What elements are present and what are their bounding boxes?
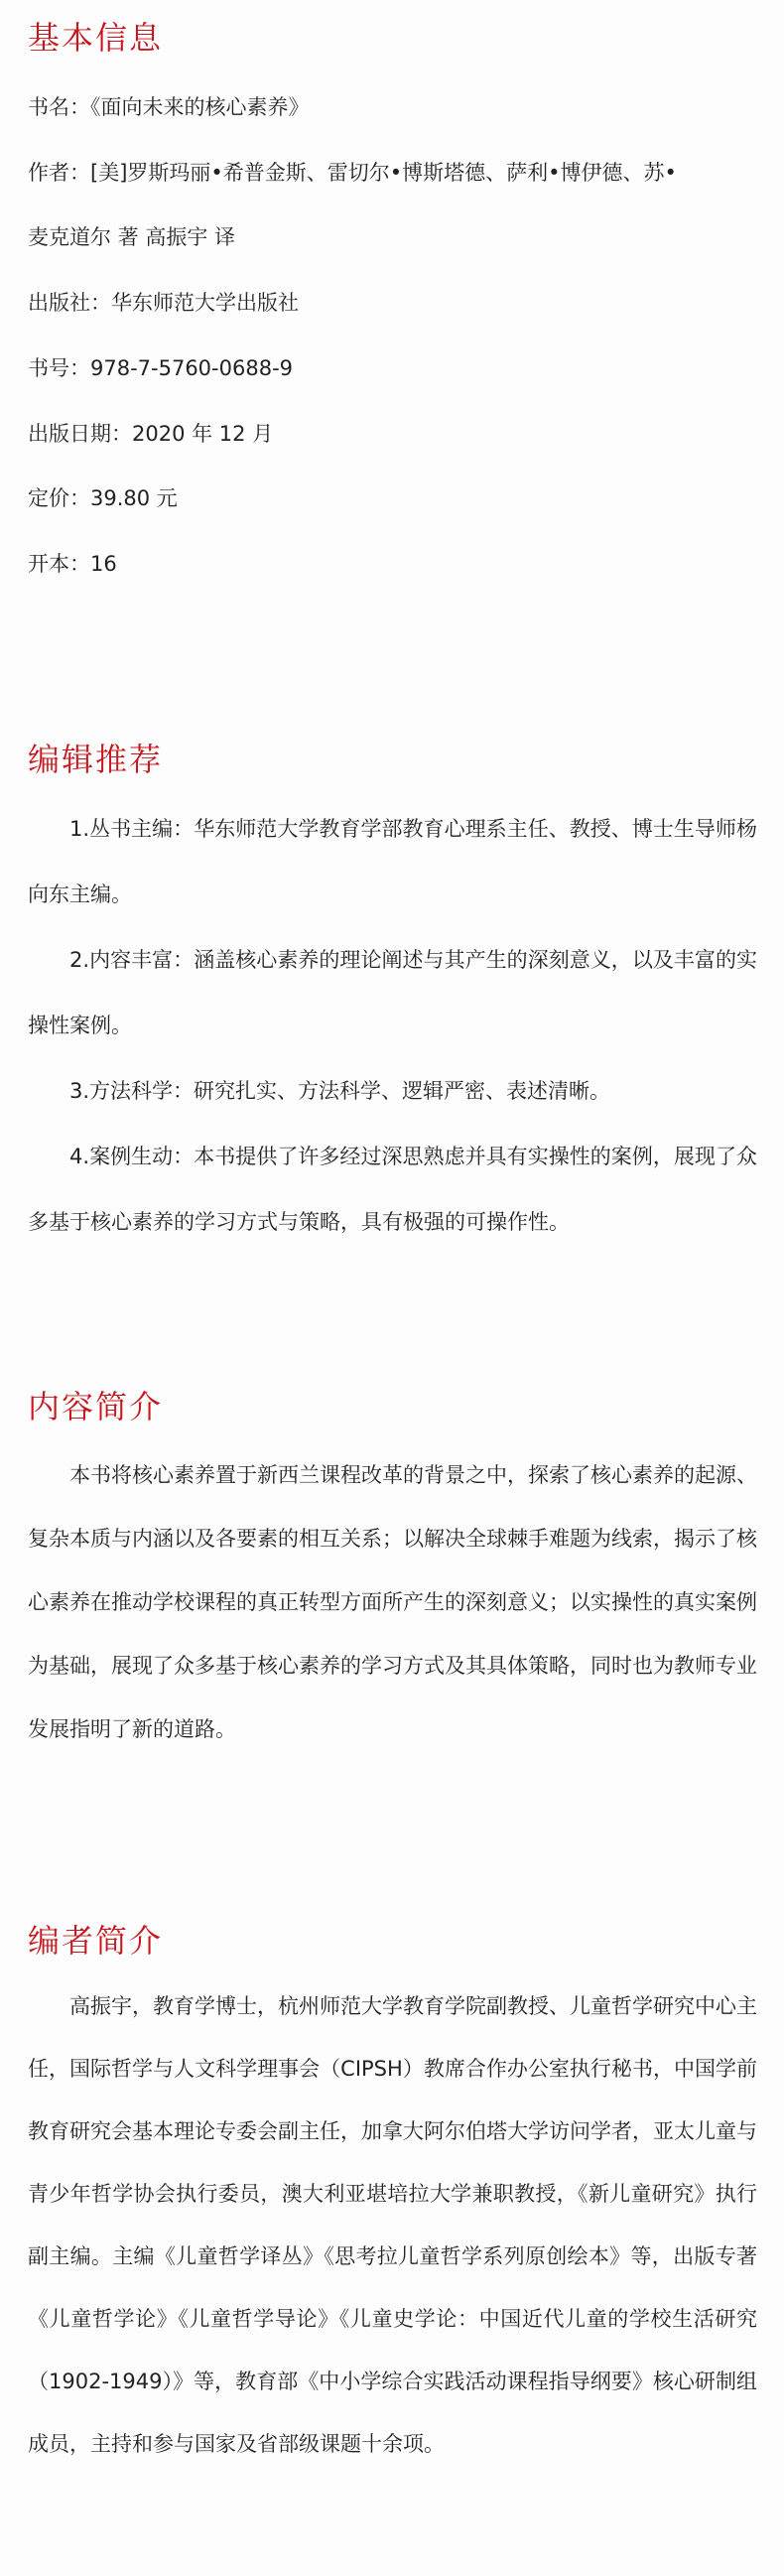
recommendation-item-2: 2.内容丰富：涵盖核心素养的理论阐述与其产生的深刻意义，以及丰富的实操性案例。 <box>28 948 757 1037</box>
publisher: 出版社：华东师范大学出版社 <box>28 291 299 315</box>
author-line-1: 作者：[美]罗斯玛丽•希普金斯、雷切尔•博斯塔德、萨利•博伊德、苏• <box>28 161 677 185</box>
basic-info-heading: 基本信息 <box>28 19 164 57</box>
content-summary-heading: 内容简介 <box>28 1388 164 1425</box>
content-summary-text: 本书将核心素养置于新西兰课程改革的背景之中，探索了核心素养的起源、复杂本质与内涵以及各要素的相互关系；以解决全球棘手难题为线索，揭示了核心素养在推动学校课程的真正转型方面所产生的深刻意义；以实操性的真实案例为基础，展现了众多基于核心素养的学习方式及其具体策略，同时也为教师专业发展指明了新的道路。 <box>28 1463 757 1741</box>
publication-date: 出版日期：2020 年 12 月 <box>28 422 274 446</box>
author-line-2: 麦克道尔 著 高振宇 译 <box>28 225 236 249</box>
recommendation-item-1: 1.丛书主编：华东师范大学教育学部教育心理系主任、教授、博士生导师杨向东主编。 <box>28 817 757 906</box>
price: 定价：39.80 元 <box>28 486 178 510</box>
book-title: 书名：《面向未来的核心素养》 <box>28 95 310 119</box>
recommendation-item-4: 4.案例生动：本书提供了许多经过深思熟虑并具有实操性的案例，展现了众多基于核心素养的学习方式与策略，具有极强的可操作性。 <box>28 1145 757 1234</box>
recommendation-item-3: 3.方法科学：研究扎实、方法科学、逻辑严密、表述清晰。 <box>69 1079 611 1103</box>
format: 开本：16 <box>28 552 117 576</box>
editor-recommendation-heading: 编辑推荐 <box>28 741 164 778</box>
isbn: 书号：978-7-5760-0688-9 <box>28 356 294 380</box>
editor-bio-heading: 编者简介 <box>28 1922 164 1960</box>
editor-bio-text: 高振宇，教育学博士，杭州师范大学教育学院副教授、儿童哲学研究中心主任，国际哲学与人文科学理事会（CIPSH）教席合作办公室执行秘书，中国学前教育研究会基本理论专委会副主任，加拿大阿尔伯塔大学访问学者，亚太儿童与青少年哲学协会执行委员，澳大利亚堪培拉大学兼职教授，《新儿童研究》执行副主编。主编《儿童哲学译丛》《思考拉儿童哲学系列原创绘本》等，出版专著《儿童哲学论》《儿童哲学导论》《儿童史学论：中国近代儿童的学校生活研究（1902-1949）》等，教育部《中小学综合实践活动课程指导纲要》核心研制组成员，主持和参与国家及省部级课题十余项。 <box>28 1994 757 2456</box>
